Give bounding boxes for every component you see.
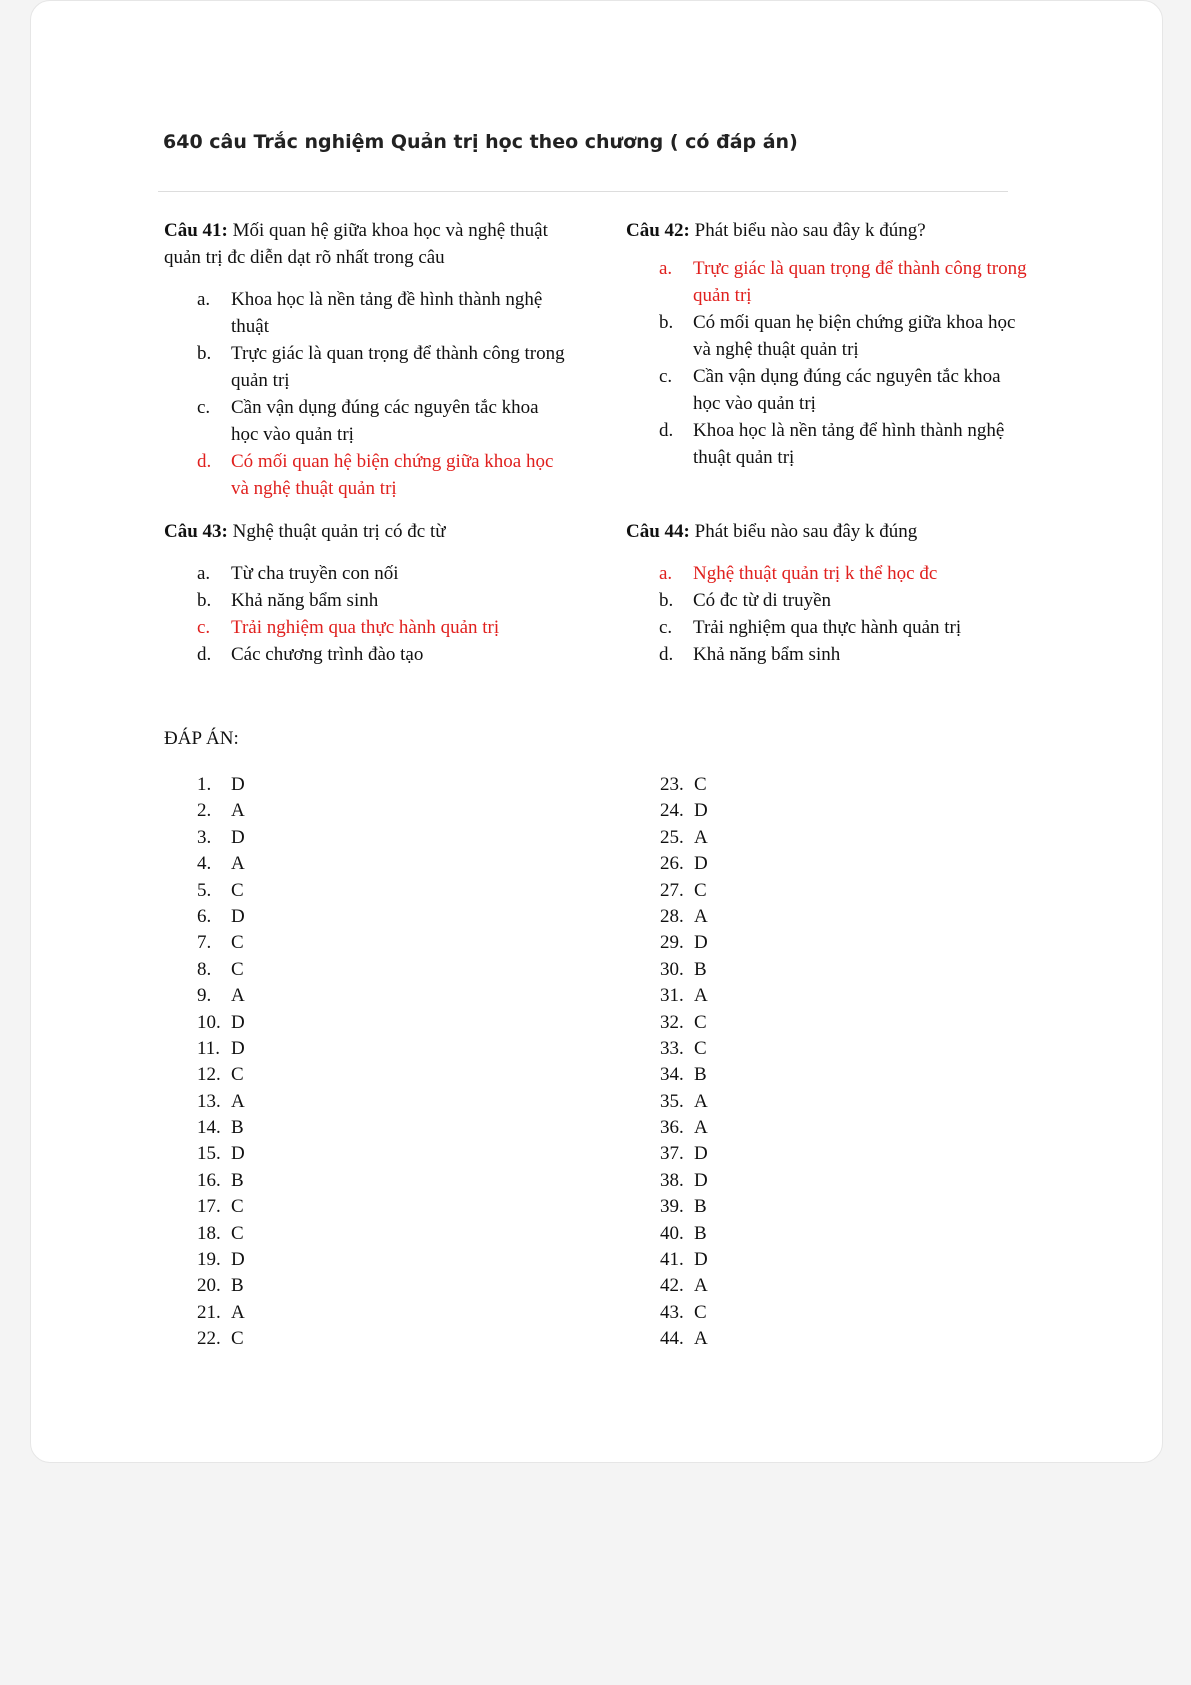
option-letter: d. [659,644,674,665]
option-text: Cần vận dụng đúng các nguyên tắc khoa học vào quản trị [231,397,539,445]
answer-number: 26. [660,853,684,875]
answer-letter: A [231,800,245,822]
answer-number: 14. [197,1117,221,1139]
option-letter: b. [659,590,674,611]
option-text: Khả năng bẩm sinh [231,590,379,611]
answer-item [197,1115,245,1141]
answer-letter: C [231,1064,244,1086]
option-c [626,614,1031,641]
option-letter: a. [659,563,673,584]
option-letter: b. [659,312,674,333]
answer-number: 29. [660,932,684,954]
answer-number: 20. [197,1275,221,1297]
answer-number: 13. [197,1090,221,1112]
option-text: Từ cha truyền con nối [231,563,399,584]
question-stem [164,217,569,271]
question-42 [626,217,1031,471]
question-label: Câu 43: [164,521,228,542]
option-text: Cần vận dụng đúng các nguyên tắc khoa học vào quản trị [693,366,1001,414]
answer-item [660,1168,708,1194]
answer-number: 8. [197,958,212,980]
answer-item [660,1115,708,1141]
answer-number: 36. [660,1117,684,1139]
question-text: Phát biểu nào sau đây k đúng? [689,220,926,241]
option-text: Trực giác là quan trọng để thành công trong quản trị [231,343,565,391]
option-text: Trải nghiệm qua thực hành quản trị [231,617,500,638]
answer-letter: D [694,1169,708,1191]
answer-item [197,1168,245,1194]
option-letter: c. [197,617,211,638]
option-letter: b. [197,590,212,611]
answer-item [197,1141,245,1167]
answer-item [660,957,708,983]
answer-number: 6. [197,905,212,927]
question-text: Mối quan hệ giữa khoa học và nghệ thuật quản trị đc diễn dạt rõ nhất trong câu [164,220,548,268]
answer-number: 38. [660,1169,684,1191]
answer-item [660,1141,708,1167]
question-stem [626,217,1031,244]
answer-letter: D [694,853,708,875]
answer-letter: A [231,1301,245,1323]
option-text: Khả năng bẩm sinh [693,644,841,665]
answer-letter: A [694,826,708,848]
answer-letter: D [231,905,245,927]
option-c [164,394,569,448]
option-letter: b. [197,343,212,364]
answer-letter: D [231,1249,245,1271]
answer-item [197,851,245,877]
answer-item [197,825,245,851]
answer-item [197,878,245,904]
answer-letter: B [231,1275,244,1297]
answer-item [660,851,708,877]
answer-item [197,1221,245,1247]
option-list [164,560,569,668]
answer-number: 17. [197,1196,221,1218]
answer-number: 30. [660,958,684,980]
question-stem [164,518,569,545]
question-text: Phát biểu nào sau đây k đúng [689,521,918,542]
option-b [164,340,569,394]
answer-item [660,930,708,956]
answer-letter: D [231,826,245,848]
answer-letter: A [231,1090,245,1112]
answer-item [197,904,245,930]
answer-item [197,772,245,798]
answer-number: 19. [197,1249,221,1271]
option-letter: d. [197,451,212,472]
answer-item [660,798,708,824]
answer-number: 4. [197,853,212,875]
answer-item [660,1273,708,1299]
option-d [164,641,569,668]
option-letter: c. [197,397,211,418]
answer-item [197,1036,245,1062]
option-letter: a. [197,563,211,584]
option-text: Có đc từ di truyền [693,590,832,611]
answer-item [660,904,708,930]
answer-number: 18. [197,1222,221,1244]
answer-number: 31. [660,985,684,1007]
answer-letter: C [231,958,244,980]
answer-number: 7. [197,932,212,954]
answer-key-right-column [660,772,708,1353]
answer-letter: C [231,1328,244,1350]
answer-item [660,1010,708,1036]
answer-number: 34. [660,1064,684,1086]
option-letter: d. [197,644,212,665]
answer-item [197,1326,245,1352]
answer-item [660,772,708,798]
answer-number: 22. [197,1328,221,1350]
question-stem [626,518,1031,545]
answer-item [660,1247,708,1273]
question-text: Nghệ thuật quản trị có đc từ [227,521,446,542]
answer-item [197,1273,245,1299]
option-letter: a. [659,258,673,279]
option-c [626,363,1031,417]
answer-letter: D [694,1249,708,1271]
answer-letter: A [694,1275,708,1297]
answer-item [660,1089,708,1115]
answer-number: 27. [660,879,684,901]
answer-letter: D [231,1011,245,1033]
option-a-correct [626,560,1031,587]
answer-item [660,1300,708,1326]
option-letter: c. [659,617,673,638]
answer-item [197,1194,245,1220]
answer-number: 40. [660,1222,684,1244]
answer-letter: C [694,774,707,795]
answer-item [197,983,245,1009]
answer-item [660,1062,708,1088]
option-d [626,417,1031,471]
answer-letter: C [231,879,244,901]
answer-number: 39. [660,1196,684,1218]
answer-item [660,825,708,851]
answer-letter: C [694,1011,707,1033]
question-label: Câu 41: [164,220,228,241]
option-b [626,309,1031,363]
answer-number: 28. [660,905,684,927]
option-text: Khoa học là nền tảng đề hình thành nghệ thuật [231,289,543,337]
answer-number: 9. [197,985,212,1007]
answer-number: 44. [660,1328,684,1350]
answer-letter: A [694,1090,708,1112]
answer-letter: C [694,879,707,901]
answer-item [660,1194,708,1220]
answer-number: 37. [660,1143,684,1165]
answer-letter: A [694,985,708,1007]
answer-letter: D [231,1143,245,1165]
answer-item [660,1221,708,1247]
page-title: 640 câu Trắc nghiệm Quản trị học theo chương ( có đáp án) [163,131,798,153]
answer-letter: C [231,1222,244,1244]
answer-letter: A [694,1117,708,1139]
answer-key-left-column [197,772,245,1353]
answer-number: 33. [660,1037,684,1059]
answer-letter: D [694,800,708,822]
answer-number: 25. [660,826,684,848]
answer-letter: D [694,1143,708,1165]
answer-letter: C [231,1196,244,1218]
answer-item [660,1036,708,1062]
answer-number: 24. [660,800,684,822]
option-a [164,286,569,340]
question-label: Câu 44: [626,521,690,542]
answer-letter: D [231,1037,245,1059]
option-text: Trực giác là quan trọng để thành công trong quản trị [693,258,1027,306]
answer-number: 1. [197,774,212,795]
title-divider [158,191,1008,192]
answer-item [197,1062,245,1088]
question-43 [164,518,569,668]
answer-number: 16. [197,1169,221,1191]
option-d [626,641,1031,668]
answer-number: 3. [197,826,212,848]
answer-item [197,1247,245,1273]
answer-number: 11. [197,1037,221,1059]
answer-number: 12. [197,1064,221,1086]
answer-item [197,1300,245,1326]
answer-letter: A [694,905,708,927]
option-d-correct [164,448,569,502]
answer-item [660,983,708,1009]
answer-letter: C [694,1037,707,1059]
answer-letter: B [694,1222,707,1244]
answer-number: 10. [197,1011,221,1033]
option-letter: c. [659,366,673,387]
answer-number: 41. [660,1249,684,1271]
answer-number: 42. [660,1275,684,1297]
answer-number: 2. [197,800,212,822]
option-text: Trải nghiệm qua thực hành quản trị [693,617,962,638]
answer-item [197,957,245,983]
question-label: Câu 42: [626,220,690,241]
answer-letter: B [231,1169,244,1191]
option-b [626,587,1031,614]
answer-number: 5. [197,879,212,901]
answer-letter: A [231,985,245,1007]
answer-letter: A [694,1328,708,1350]
answer-letter: C [694,1301,707,1323]
answer-letter: B [694,1064,707,1086]
answer-letter: D [694,932,708,954]
option-b [164,587,569,614]
option-text: Các chương trình đào tạo [231,644,424,665]
answer-item [197,1089,245,1115]
question-41 [164,217,569,502]
option-c-correct [164,614,569,641]
answer-letter: D [231,774,245,795]
answer-number: 43. [660,1301,684,1323]
option-letter: a. [197,289,211,310]
answer-key-title: ĐÁP ÁN: [164,728,239,749]
answer-item [197,930,245,956]
answer-number: 32. [660,1011,684,1033]
option-a-correct [626,255,1031,309]
option-letter: d. [659,420,674,441]
option-list [626,255,1031,471]
option-list [164,286,569,502]
answer-item [197,798,245,824]
option-a [164,560,569,587]
answer-letter: C [231,932,244,954]
answer-number: 21. [197,1301,221,1323]
option-list [626,560,1031,668]
question-44 [626,518,1031,668]
answer-item [660,1326,708,1352]
answer-number: 15. [197,1143,221,1165]
answer-item [197,1010,245,1036]
answer-letter: A [231,853,245,875]
answer-number: 23. [660,774,684,795]
option-text: Có mối quan hẹ biện chứng giữa khoa học và nghệ thuật quản trị [693,312,1016,360]
option-text: Có mối quan hệ biện chứng giữa khoa học và nghệ thuật quản trị [231,451,554,499]
answer-number: 35. [660,1090,684,1112]
option-text: Nghệ thuật quản trị k thể học đc [693,563,938,584]
answer-item [660,878,708,904]
option-text: Khoa học là nền tảng để hình thành nghệ thuật quản trị [693,420,1005,468]
answer-letter: B [231,1117,244,1139]
answer-letter: B [694,958,707,980]
answer-letter: B [694,1196,707,1218]
